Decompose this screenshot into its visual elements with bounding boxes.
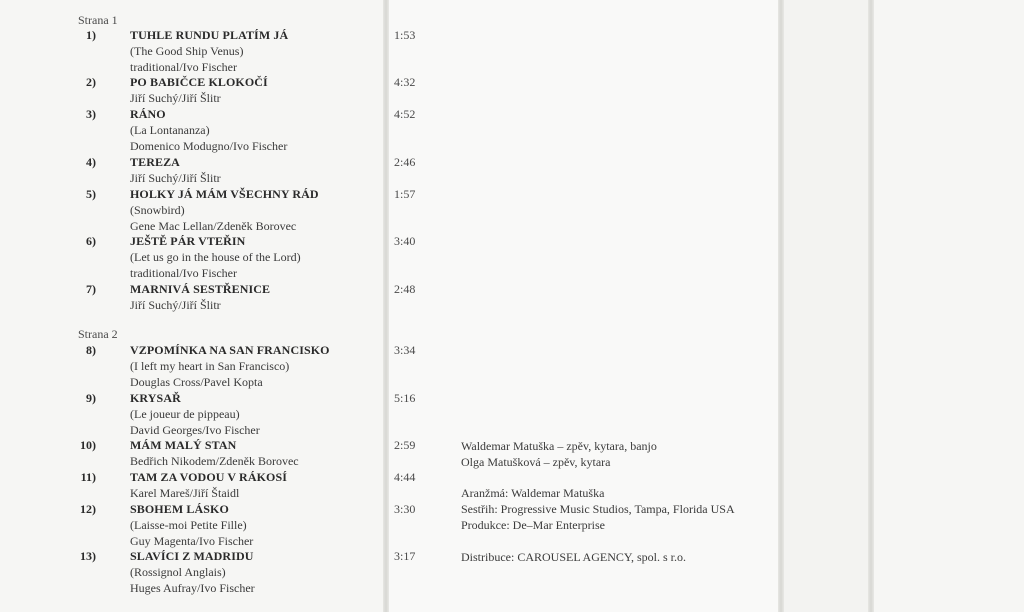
credit-performer-1: Waldemar Matuška – zpěv, kytara, banjo	[461, 439, 657, 453]
track-credit-line: Karel Mareš/Jiří Štaidl	[130, 486, 240, 500]
credit-performer-2: Olga Matušková – zpěv, kytara	[461, 455, 611, 469]
track-duration: 3:30	[394, 502, 416, 516]
credit-distribution: Distribuce: CAROUSEL AGENCY, spol. s r.o.	[461, 550, 687, 564]
track-title: SBOHEM LÁSKO	[130, 502, 229, 516]
credit-mixing: Sestřih: Progressive Music Studios, Tampa, Florida USA	[461, 502, 735, 516]
track-credit-line: traditional/Ivo Fischer	[130, 60, 237, 74]
track-title: TAM ZA VODOU V RÁKOSÍ	[130, 470, 287, 484]
track-credit-line: (Snowbird)	[130, 203, 185, 217]
track-credit-line: (La Lontananza)	[130, 123, 210, 137]
track-number: 6)	[86, 234, 96, 248]
track-credit-line: Guy Magenta/Ivo Fischer	[130, 534, 254, 548]
track-duration: 2:48	[394, 282, 416, 296]
track-number: 8)	[86, 343, 96, 357]
track-credit-line: Jiří Suchý/Jiří Šlitr	[130, 91, 221, 105]
track-number: 12)	[80, 502, 96, 516]
track-credit-line: (Rossignol Anglais)	[130, 565, 226, 579]
track-duration: 4:32	[394, 75, 416, 89]
track-number: 10)	[80, 438, 96, 452]
track-credit-line: Bedřich Nikodem/Zdeněk Borovec	[130, 454, 299, 468]
track-credit-line: David Georges/Ivo Fischer	[130, 423, 260, 437]
track-title: VZPOMÍNKA NA SAN FRANCISKO	[130, 343, 330, 357]
track-duration: 3:34	[394, 343, 416, 357]
track-duration: 4:44	[394, 470, 416, 484]
side-1-label: Strana 1	[78, 13, 118, 27]
track-number: 9)	[86, 391, 96, 405]
track-title: TUHLE RUNDU PLATÍM JÁ	[130, 28, 289, 42]
track-credit-line: traditional/Ivo Fischer	[130, 266, 237, 280]
track-credit-line: Huges Aufray/Ivo Fischer	[130, 581, 255, 595]
track-duration: 1:53	[394, 28, 416, 42]
side-2-label: Strana 2	[78, 327, 118, 341]
track-credit-line: Jiří Suchý/Jiří Šlitr	[130, 298, 221, 312]
track-number: 5)	[86, 187, 96, 201]
credit-production: Produkce: De–Mar Enterprise	[461, 518, 605, 532]
track-credit-line: Jiří Suchý/Jiří Šlitr	[130, 171, 221, 185]
track-number: 11)	[80, 470, 96, 484]
track-duration: 4:52	[394, 107, 416, 121]
track-credit-line: Gene Mac Lellan/Zdeněk Borovec	[130, 219, 297, 233]
track-number: 7)	[86, 282, 96, 296]
track-credit-line: Domenico Modugno/Ivo Fischer	[130, 139, 288, 153]
credit-arrangement: Aranžmá: Waldemar Matuška	[461, 486, 605, 500]
track-title: HOLKY JÁ MÁM VŠECHNY RÁD	[130, 187, 319, 201]
track-credit-line: (I left my heart in San Francisco)	[130, 359, 290, 373]
track-credit-line: (Let us go in the house of the Lord)	[130, 250, 301, 264]
track-title: MARNIVÁ SESTŘENICE	[130, 282, 271, 296]
track-title: TEREZA	[130, 155, 180, 169]
insert-panel-spine	[784, 0, 868, 612]
track-credit-line: (The Good Ship Venus)	[130, 44, 244, 58]
track-duration: 1:57	[394, 187, 416, 201]
track-title: KRYSAŘ	[130, 391, 181, 405]
track-title: RÁNO	[130, 107, 166, 121]
track-number: 3)	[86, 107, 96, 121]
track-credit-line: (Le joueur de pippeau)	[130, 407, 240, 421]
track-credit-line: Douglas Cross/Pavel Kopta	[130, 375, 263, 389]
track-title: JEŠTĚ PÁR VTEŘIN	[130, 234, 246, 248]
track-credit-line: (Laisse-moi Petite Fille)	[130, 518, 247, 532]
track-duration: 2:59	[394, 438, 416, 452]
insert-panel-flap	[874, 0, 1024, 612]
track-duration: 3:40	[394, 234, 416, 248]
track-number: 4)	[86, 155, 96, 169]
track-title: MÁM MALÝ STAN	[130, 438, 237, 452]
track-number: 1)	[86, 28, 96, 42]
track-number: 13)	[80, 549, 96, 563]
track-duration: 3:17	[394, 549, 416, 563]
track-title: SLAVÍCI Z MADRIDU	[130, 549, 254, 563]
track-duration: 2:46	[394, 155, 416, 169]
track-title: PO BABIČCE KLOKOČÍ	[130, 75, 268, 89]
track-duration: 5:16	[394, 391, 416, 405]
track-number: 2)	[86, 75, 96, 89]
